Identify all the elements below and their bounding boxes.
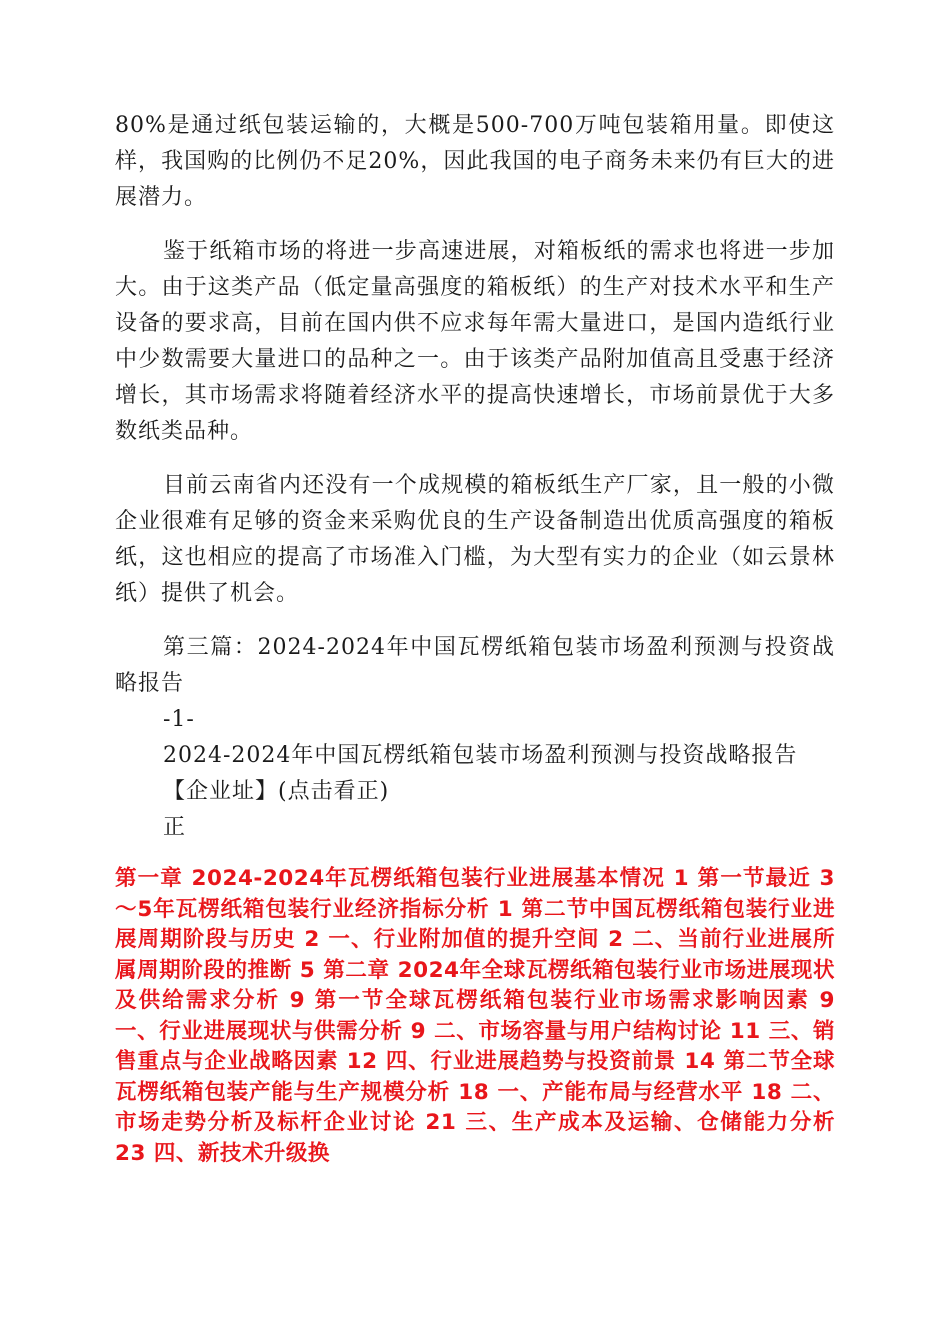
section-heading-third: 第三篇：2024-2024年中国瓦楞纸箱包装市场盈利预测与投资战略报告 [115, 635, 835, 696]
zheng-label: 正 [163, 815, 187, 840]
paragraph-continuation: 80%是通过纸包装运输的，大概是500-700万吨包装箱用量。即使这样，我国购的比例仍不足20%，因此我国的电子商务未来仍有巨大的进展潜力。 [115, 113, 835, 210]
report-title: 2024-2024年中国瓦楞纸箱包装市场盈利预测与投资战略报告 [163, 743, 798, 768]
paragraph-yunnan-market: 目前云南省内还没有一个成规模的箱板纸生产厂家，且一般的小微企业很难有足够的资金来采购优良的生产设备制造出优质高强度的箱板纸，这也相应的提高了市场准入门槛，为大型有实力的企业（如云景林纸）提供了机会。 [115, 473, 835, 606]
paragraph-boxboard-demand: 鉴于纸箱市场的将进一步高速进展，对箱板纸的需求也将进一步加大。由于这类产品（低定量高强度的箱板纸）的生产对技术水平和生产设备的要求高，目前在国内供不应求每年需大量进口，是国内造纸行业中少数需要大量进口的品种之一。由于该类产品附加值高且受惠于经济增长，其市场需求将随着经济水平的提高快速增长，市场前景优于大多数纸类品种。 [115, 239, 835, 444]
document-body [115, 108, 835, 1169]
page-marker: -1- [163, 707, 195, 732]
table-of-contents: 第一章 2024-2024年瓦楞纸箱包装行业进展基本情况 1 第一节最近 3～5年瓦楞纸箱包装行业经济指标分析 1 第二节中国瓦楞纸箱包装行业进展周期阶段与历史 2 一、行业附加值的提升空间 2 二、当前行业进展所属周期阶段的推断 5 第二章 2024年全球瓦楞纸箱包装行业市场进展现状及供给需求分析 9 第一节全球瓦楞纸箱包装行业市场需求影响因素 9 一、行业进展现状与供需分析 9 二、市场容量与用户结构讨论 11 三、销售重点与企业战略因素 12 四、行业进展趋势与投资前景 14 第二节全球瓦楞纸箱包装产能与生产规模分析 18 一、产能布局与经营水平 18 二、市场走势分析及标杆企业讨论 21 三、生产成本及运输、仓储能力分析 23 四、新技术升级换 [115, 866, 835, 1166]
company-link-line[interactable]: 【企业址】(点击看正) [163, 779, 390, 804]
